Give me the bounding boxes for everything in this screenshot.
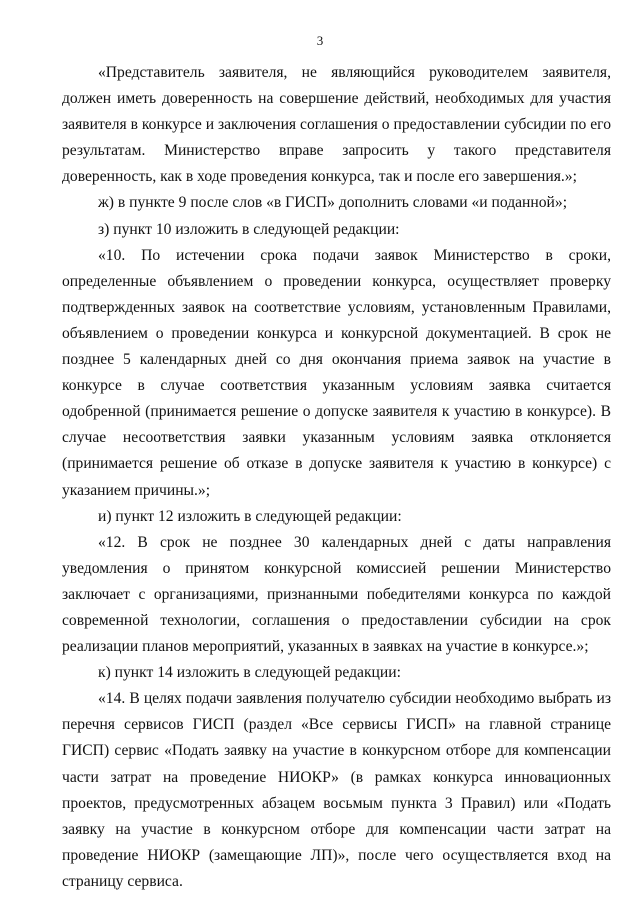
paragraph-clause-12: «12. В срок не позднее 30 календарных дней с даты направления уведомления о принятом конкурсной комиссией решении Министерство заключает с организациями, признанными победителями конкурса по каждой современной технологии, соглашения о предоставлении субсидии на срок реализации планов мероприятий, указанных в заявках на участие в конкурсе.»; bbox=[62, 533, 611, 656]
paragraph-representative: «Представитель заявителя, не являющийся руководителем заявителя, должен иметь доверенность на совершение действий, необходимых для участия заявителя в конкурсе и заключения соглашения о предоставлении субсидии по его результатам. Министерство вправе запросить у такого представителя доверенность, как в ходе проведения конкурса, так и после его завершения.»; bbox=[62, 64, 611, 186]
document-body bbox=[62, 60, 611, 895]
paragraph-item-zh: ж) в пункте 9 после слов «в ГИСП» дополнить словами «и поданной»; bbox=[98, 194, 568, 212]
paragraph-item-k: к) пункт 14 изложить в следующей редакции: bbox=[98, 664, 401, 682]
paragraph-item-z: з) пункт 10 изложить в следующей редакции: bbox=[98, 220, 400, 238]
paragraph-item-i: и) пункт 12 изложить в следующей редакции: bbox=[98, 507, 402, 525]
page-number: 3 bbox=[316, 33, 324, 48]
paragraph-clause-10: «10. По истечении срока подачи заявок Министерство в сроки, определенные объявлением о проведении конкурса, осуществляет проверку подтвержденных заявок на соответствие условиям, установленным Правилами, объявлением о проведении конкурса и конкурсной документацией. В срок не позднее 5 календарных дней со дня окончания приема заявок на участие в конкурсе в случае соответствия указанным условиям заявка считается одобренной (принимается решение о допуске заявителя к участию в конкурсе). В случае несоответствия заявки указанным условиям заявка отклоняется (принимается решение об отказе в допуске заявителя к участию в конкурсе) с указанием причины.»; bbox=[62, 246, 611, 499]
paragraph-clause-14: «14. В целях подачи заявления получателю субсидии необходимо выбрать из перечня сервисов ГИСП (раздел «Все сервисы ГИСП» на главной странице ГИСП) сервис «Подать заявку на участие в конкурсном отборе для компенсации части затрат на проведение НИОКР» (в рамках конкурса инновационных проектов, предусмотренных абзацем восьмым пункта 3 Правил) или «Подать заявку на участие в конкурсном отборе для компенсации части затрат на проведение НИОКР (замещающие ЛП)», после чего осуществляется вход на страницу сервиса. bbox=[62, 690, 611, 890]
